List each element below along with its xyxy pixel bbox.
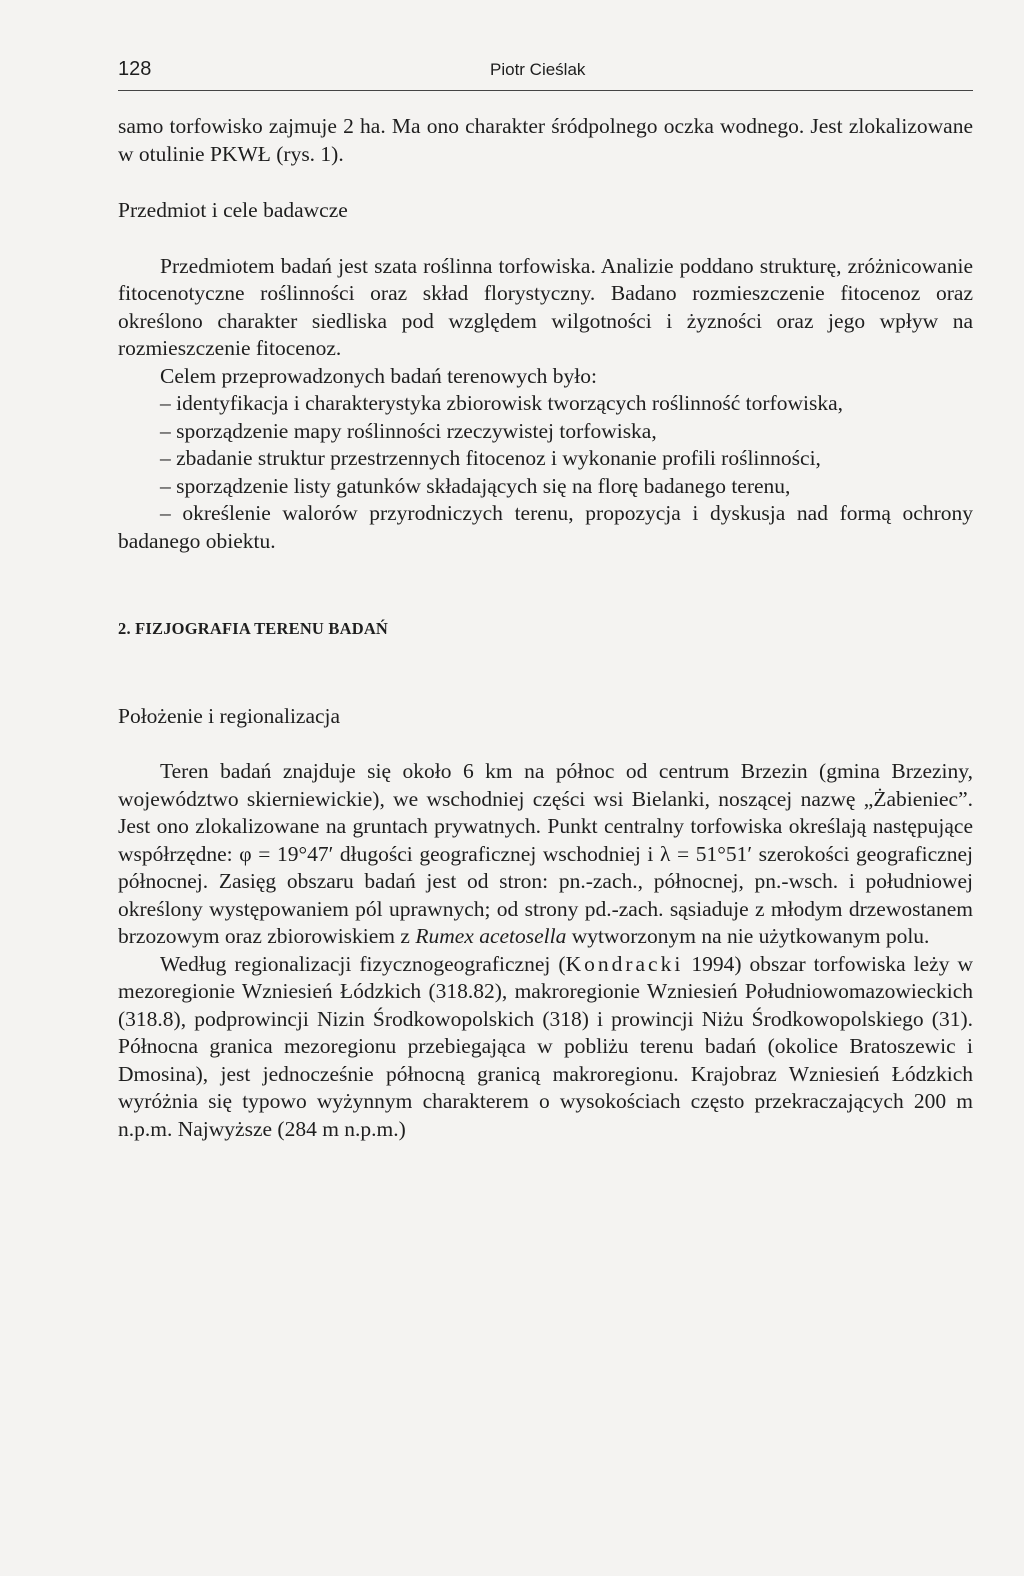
section-title: 2. FIZJOGRAFIA TERENU BADAŃ [118, 619, 389, 638]
aims-list [118, 390, 973, 555]
page-header [118, 58, 973, 92]
cited-author: Kondracki [565, 951, 684, 976]
paragraph-location [118, 758, 973, 951]
paragraph-location-text-end: wytworzonym na nie użytkowanym polu. [566, 924, 930, 948]
subheading-location: Położenie i regionalizacja [118, 703, 341, 728]
list-item: – identyfikacja i charakterystyka zbiorowisk tworzących roślinność torfowiska, [160, 391, 844, 415]
list-item: – określenie walorów przyrodniczych terenu, propozycja i dyskusja nad formą ochrony badanego obiektu. [118, 501, 973, 553]
running-head-author: Piotr Cieślak [490, 60, 586, 79]
list-item: – sporządzenie listy gatunków składających się na florę badanego terenu, [160, 473, 791, 498]
list-item: – zbadanie struktur przestrzennych fitocenoz i wykonanie profili roślinności, [160, 446, 821, 470]
subheading-subject-and-aims: Przedmiot i cele badawcze [118, 198, 348, 222]
paragraph-subject: Przedmiotem badań jest szata roślinna torfowiska. Analizie poddano strukturę, zróżnicowanie fitocenotyczne roślinności oraz skład florystyczny. Badano rozmieszczenie fitocenoz oraz określono charakter siedliska pod względem wilgotności i żyzności oraz jego wpływ na rozmieszczenie fitocenoz. [118, 253, 973, 360]
header-rule [118, 90, 973, 91]
page-number: 128 [118, 58, 152, 80]
paragraph-location-text: Teren badań znajduje się około 6 km na północ od centrum Brzezin (gmina Brzeziny, województwo skierniewickie), we wschodniej części wsi Bielanki, noszącej nazwę „Żabieniec”. Jest ono zlokalizowane na gruntach prywatnych. Punkt centralny torfowiska określają następujące współrzędne: φ = 19°47′ długości geograficznej wschodniej i λ = 51°51′ szerokości geograficznej północnej. Zasięg obszaru badań jest od stron: pn.-zach., północnej, pn.-wsch. i południowej określony występowaniem pól uprawnych; od strony pd.-zach. sąsiaduje z młodym drzewostanem brzozowym oraz zbiorowiskiem z [118, 759, 973, 948]
list-item: – sporządzenie mapy roślinności rzeczywistej torfowiska, [160, 418, 657, 443]
paragraph-aims-intro: Celem przeprowadzonych badań terenowych było: [160, 363, 598, 388]
paragraph-regionalization-text: 1994) obszar torfowiska leży w mezoregionie Wzniesień Łódzkich (318.82), makroregionie Wzniesień Południowomazowieckich (318.8), podprowincji Nizin Środkowopolskich (318) i prowincji Niżu Środkowopolskiego (31). Północna granica mezoregionu przebiegająca w pobliżu terenu badań (okolice Bratoszewic i Dmosina), jest jednocześnie północną granicą makroregionu. Krajobraz Wzniesień Łódzkich wyróżnia się typowo wyżynnym charakterem o wysokościach często przekraczających 200 m n.p.m. Najwyższe (284 m n.p.m.) [118, 951, 973, 1141]
paragraph-continued: samo torfowisko zajmuje 2 ha. Ma ono charakter śródpolnego oczka wodnego. Jest zlokalizowane w otulinie PKWŁ (rys. 1). [118, 114, 973, 166]
paragraph-regionalization [118, 951, 973, 1144]
paragraph-regionalization-start: Według regionalizacji fizycznogeograficznej ( [160, 951, 566, 976]
species-name: Rumex acetosella [415, 924, 567, 948]
page-body [118, 113, 973, 1143]
